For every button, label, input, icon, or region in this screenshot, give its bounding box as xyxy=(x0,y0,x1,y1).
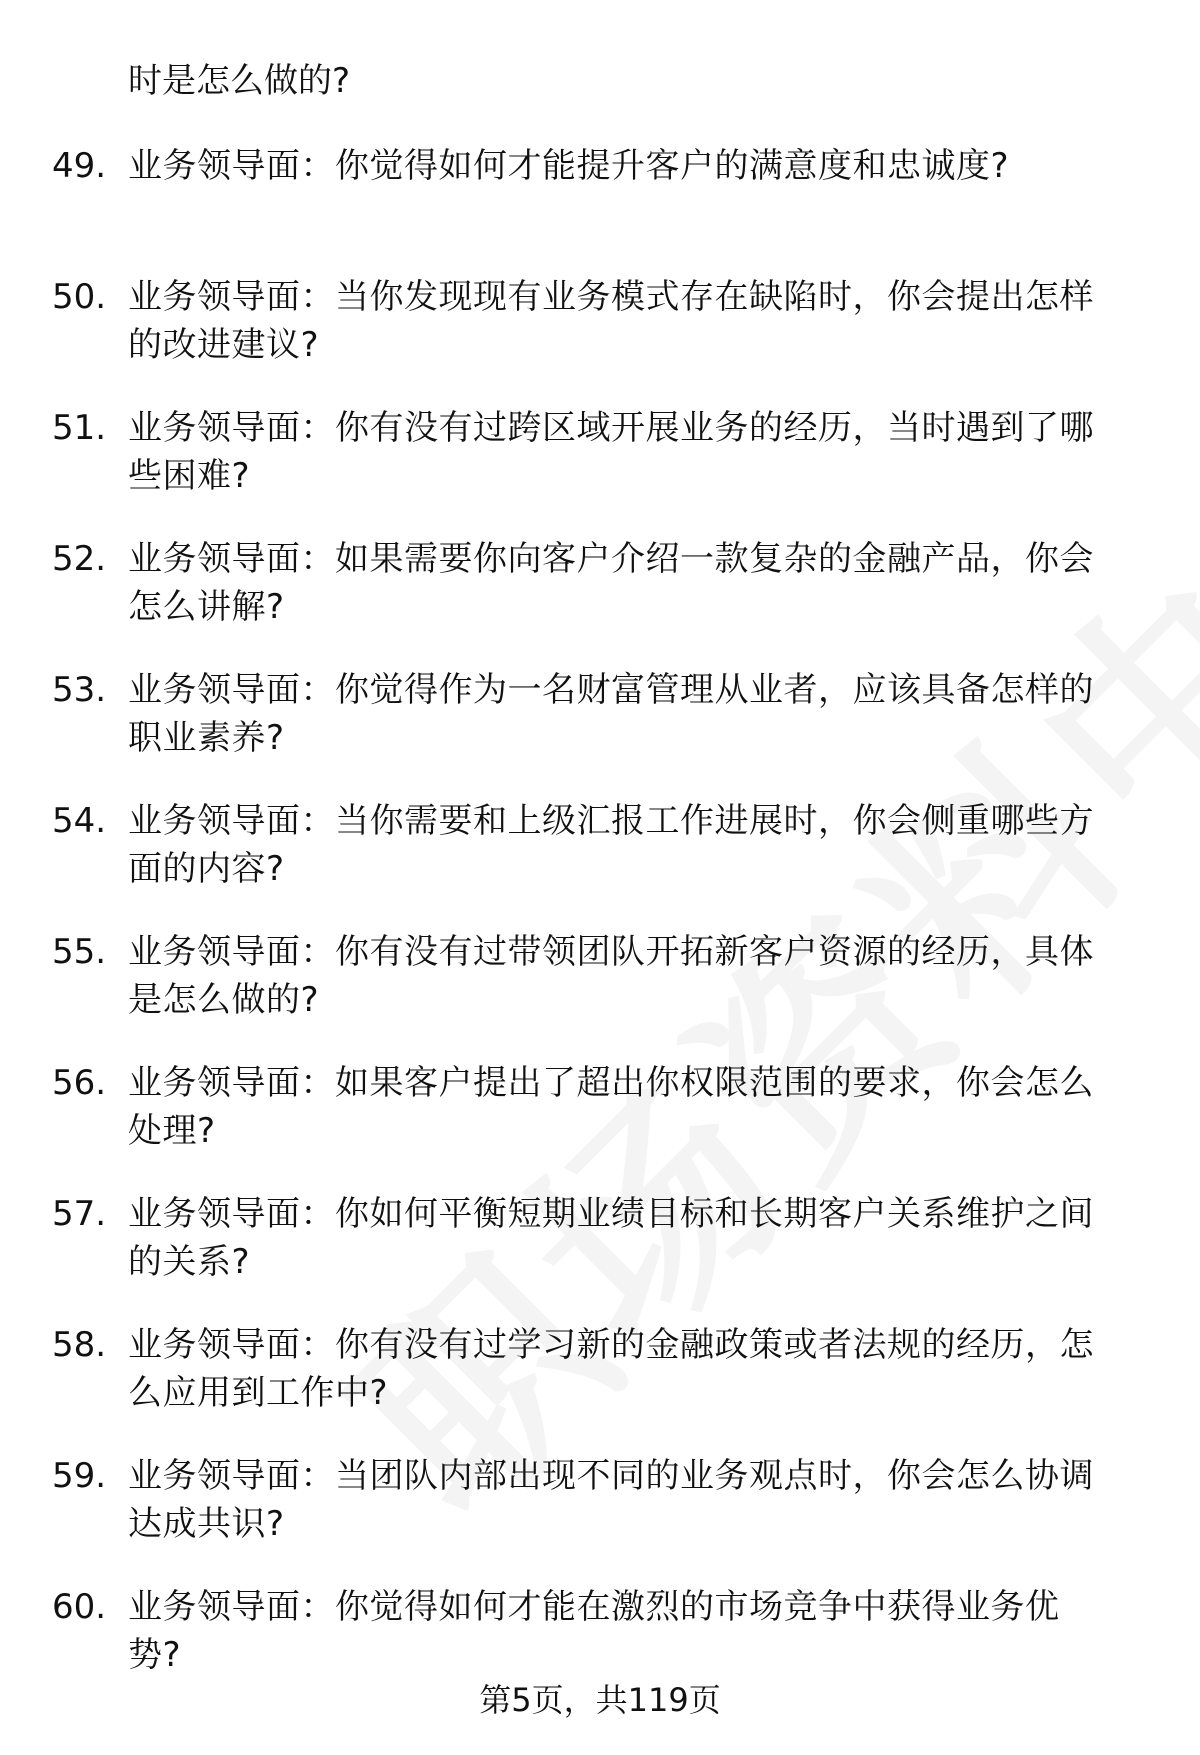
question-number: 53. xyxy=(52,670,107,710)
question-text-line: 势? xyxy=(128,1635,182,1675)
question-text-line: 的关系? xyxy=(128,1242,251,1282)
question-text xyxy=(128,1190,1138,1286)
question-text-line: 些困难? xyxy=(128,456,251,496)
continuation-text: 时是怎么做的? xyxy=(128,61,351,101)
question-number: 49. xyxy=(52,146,107,186)
question-text-line: 业务领导面：你有没有过带领团队开拓新客户资源的经历，具体 xyxy=(128,932,1094,972)
question-text xyxy=(128,535,1138,631)
question-text xyxy=(128,142,1138,190)
question-number: 58. xyxy=(52,1325,107,1365)
question-item xyxy=(0,1452,1200,1583)
question-text-line: 业务领导面：你觉得如何才能提升客户的满意度和忠诚度? xyxy=(128,146,1010,186)
question-text-line: 业务领导面：你觉得如何才能在激烈的市场竞争中获得业务优 xyxy=(128,1587,1060,1627)
question-number: 51. xyxy=(52,408,107,448)
question-number: 56. xyxy=(52,1063,107,1103)
question-text-line: 业务领导面：你有没有过学习新的金融政策或者法规的经历，怎 xyxy=(128,1325,1094,1365)
question-text xyxy=(128,404,1138,500)
question-text xyxy=(128,928,1138,1024)
question-text-line: 业务领导面：你有没有过跨区域开展业务的经历，当时遇到了哪 xyxy=(128,408,1094,448)
question-number: 57. xyxy=(52,1194,107,1234)
question-text-line: 业务领导面：你如何平衡短期业绩目标和长期客户关系维护之间 xyxy=(128,1194,1094,1234)
question-text xyxy=(128,1059,1138,1155)
question-item xyxy=(0,797,1200,928)
question-text-line: 业务领导面：你觉得作为一名财富管理从业者，应该具备怎样的 xyxy=(128,670,1094,710)
question-item xyxy=(0,1059,1200,1190)
question-text xyxy=(128,797,1138,893)
question-item xyxy=(0,273,1200,404)
question-text-line: 业务领导面：当你发现现有业务模式存在缺陷时，你会提出怎样 xyxy=(128,277,1094,317)
question-item xyxy=(0,928,1200,1059)
question-text-line: 达成共识? xyxy=(128,1504,285,1544)
question-number: 52. xyxy=(52,539,107,579)
question-text-line: 业务领导面：如果需要你向客户介绍一款复杂的金融产品，你会 xyxy=(128,539,1094,579)
question-text xyxy=(128,1583,1138,1679)
question-text xyxy=(128,1321,1138,1417)
question-text-line: 面的内容? xyxy=(128,849,285,889)
question-text-line: 怎么讲解? xyxy=(128,587,285,627)
question-text-line: 业务领导面：当团队内部出现不同的业务观点时，你会怎么协调 xyxy=(128,1456,1094,1496)
question-list xyxy=(0,142,1200,1714)
question-number: 50. xyxy=(52,277,107,317)
question-text-line: 业务领导面：如果客户提出了超出你权限范围的要求，你会怎么 xyxy=(128,1063,1094,1103)
question-number: 59. xyxy=(52,1456,107,1496)
question-text xyxy=(128,273,1138,369)
question-text xyxy=(128,666,1138,762)
page-footer: 第5页，共119页 xyxy=(479,1681,721,1719)
question-item xyxy=(0,1321,1200,1452)
question-text-line: 的改进建议? xyxy=(128,325,320,365)
question-text-line: 处理? xyxy=(128,1111,216,1151)
question-item xyxy=(0,535,1200,666)
question-text-line: 是怎么做的? xyxy=(128,980,320,1020)
question-text-line: 职业素养? xyxy=(128,718,285,758)
question-text-line: 么应用到工作中? xyxy=(128,1373,389,1413)
question-number: 60. xyxy=(52,1587,107,1627)
question-number: 54. xyxy=(52,801,107,841)
question-number: 55. xyxy=(52,932,107,972)
question-item xyxy=(0,142,1200,273)
question-item xyxy=(0,404,1200,535)
question-text xyxy=(128,1452,1138,1548)
question-item xyxy=(0,666,1200,797)
question-text-line: 业务领导面：当你需要和上级汇报工作进展时，你会侧重哪些方 xyxy=(128,801,1094,841)
question-item xyxy=(0,1190,1200,1321)
